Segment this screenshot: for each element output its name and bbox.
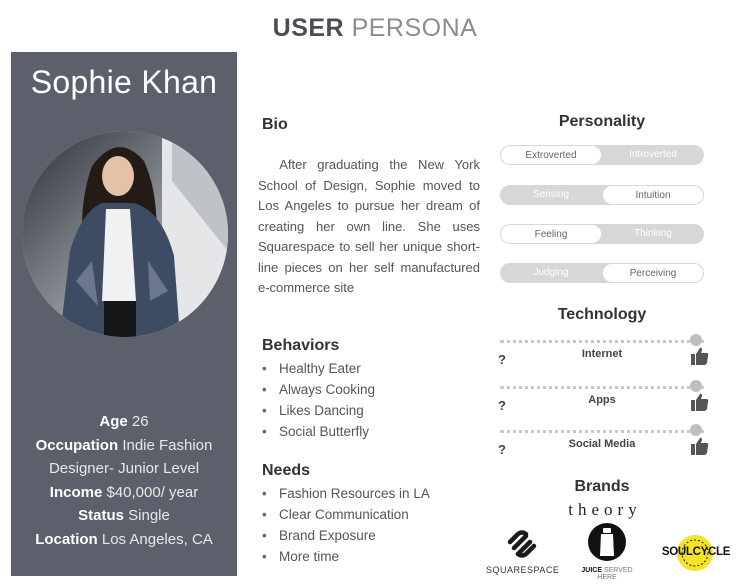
- tech-slider-knob[interactable]: [690, 334, 702, 346]
- needs-list: [262, 483, 430, 567]
- detail-occupation-cont: Designer- Junior Level: [48, 460, 200, 477]
- list-item: • Fashion Resources in LA: [262, 483, 430, 504]
- behaviors-list: [262, 358, 375, 442]
- tech-row-social-media: [500, 430, 704, 470]
- detail-status: Status Single: [78, 507, 170, 524]
- brands-heading: Brands: [574, 478, 630, 495]
- squarespace-label: SQUARESPACE: [486, 565, 560, 575]
- behaviors-heading: Behaviors: [262, 337, 340, 354]
- detail-location: Location Los Angeles, CA: [35, 530, 213, 548]
- question-icon: ?: [498, 442, 506, 457]
- squarespace-logo-icon: [504, 530, 540, 560]
- title-part-2: PERSONA: [351, 14, 478, 42]
- brand-squarespace: [486, 530, 558, 578]
- personality-slider-2[interactable]: [500, 185, 704, 205]
- list-item: • More time: [262, 546, 430, 567]
- tech-label: Internet: [581, 348, 623, 360]
- title-part-1: USER: [272, 14, 345, 42]
- list-item: • Brand Exposure: [262, 525, 430, 546]
- needs-heading: Needs: [262, 462, 311, 479]
- personality-slider-1[interactable]: [500, 145, 704, 165]
- trait-introverted: Introverted: [629, 149, 677, 160]
- detail-age: Age 26: [99, 413, 149, 430]
- tech-row-internet: [500, 340, 704, 380]
- trait-judging: Judging: [533, 267, 569, 278]
- tech-label: Apps: [588, 394, 616, 406]
- bio-heading: Bio: [262, 116, 288, 133]
- question-icon: ?: [498, 352, 506, 367]
- trait-extroverted: Extroverted: [500, 145, 602, 165]
- thumbs-up-icon: [690, 392, 710, 412]
- technology-heading: Technology: [557, 306, 647, 323]
- persona-photo: [22, 131, 228, 337]
- brand-juice: [571, 522, 643, 582]
- juice-bottle-logo-icon: [587, 522, 627, 562]
- tech-label: Social Media: [568, 438, 636, 450]
- personality-heading: Personality: [558, 113, 646, 130]
- personality-slider-4[interactable]: [500, 263, 704, 283]
- thumbs-up-icon: [690, 346, 710, 366]
- tech-track: [500, 430, 704, 433]
- trait-sensing: Sensing: [532, 189, 570, 200]
- list-item: • Always Cooking: [262, 379, 375, 400]
- tech-slider-knob[interactable]: [690, 424, 702, 436]
- persona-details: [11, 410, 237, 551]
- thumbs-up-icon: [690, 436, 710, 456]
- list-item: • Likes Dancing: [262, 400, 375, 421]
- page-title: [0, 14, 750, 43]
- trait-perceiving: Perceiving: [602, 263, 704, 283]
- trait-thinking: Thinking: [634, 228, 672, 239]
- tech-row-apps: [500, 386, 704, 426]
- detail-income: Income $40,000/ year: [49, 483, 199, 501]
- trait-feeling: Feeling: [500, 224, 602, 244]
- juice-label: JUICE SERVED HERE: [581, 567, 633, 581]
- soulcycle-label: SOULCYCLE: [661, 546, 731, 558]
- portrait-photo-icon: [22, 131, 228, 337]
- list-item: • Clear Communication: [262, 504, 430, 525]
- persona-name: Sophie Khan: [30, 64, 218, 100]
- brand-soulcycle: [655, 533, 737, 573]
- list-item: • Healthy Eater: [262, 358, 375, 379]
- question-icon: ?: [498, 398, 506, 413]
- tech-track: [500, 386, 704, 389]
- tech-track: [500, 340, 704, 343]
- list-item: • Social Butterfly: [262, 421, 375, 442]
- trait-intuition: Intuition: [602, 185, 704, 205]
- tech-slider-knob[interactable]: [690, 380, 702, 392]
- brand-theory: theory: [568, 500, 642, 519]
- bio-text: After graduating the New York School of Design, Sophie moved to Los Angeles to pursue her dream of creating her own line. She uses Squarespace to sell her unique short-line pieces on her self manufactured e-commerce site: [258, 157, 480, 295]
- detail-occupation: Occupation Indie Fashion: [35, 436, 213, 454]
- personality-slider-3[interactable]: [500, 224, 704, 244]
